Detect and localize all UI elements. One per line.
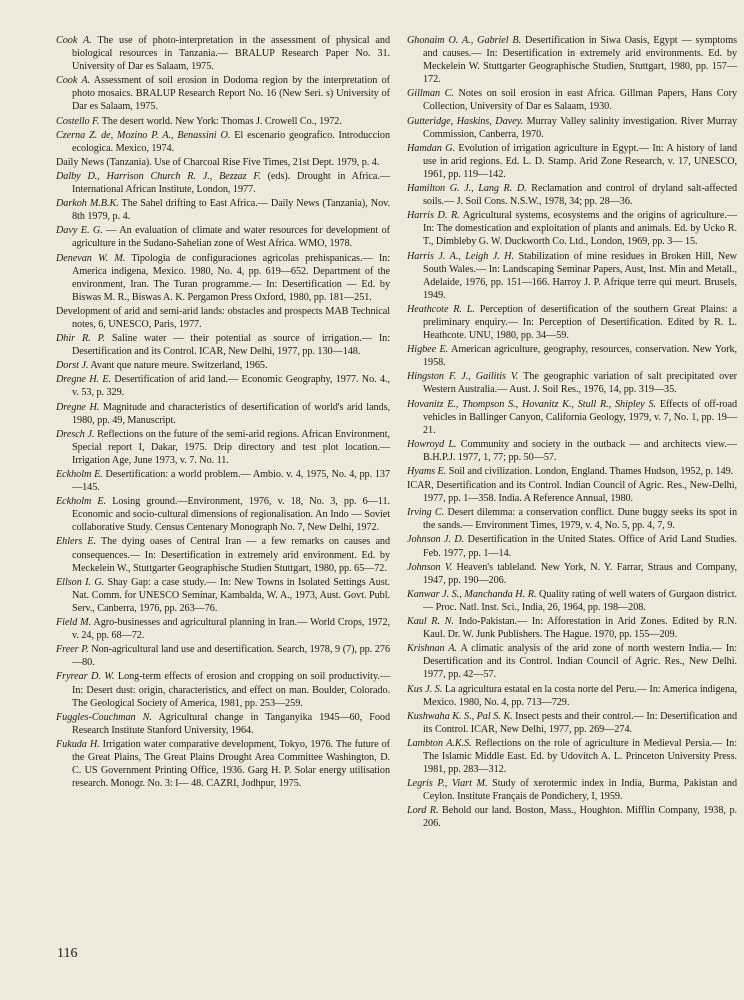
entry-author: Gillman C.	[407, 88, 454, 100]
bibliography-entry	[56, 495, 390, 534]
bibliography-entry	[407, 777, 737, 803]
bibliography-entry	[56, 252, 390, 304]
entry-author: Hyams E.	[407, 466, 447, 477]
entry-author: Hamilton G. J., Lang R. D.	[407, 183, 527, 195]
entry-text: Shay Gap: a case study.— In: New Towns in Isolated Settings Aust. Nat. Comm. for UNESCO Seminar, Kambalda, W. A., 1973, Aust. Govt. Publ. Serv., Canberra, 1976, pp. 263—76.	[72, 576, 390, 614]
entry-author: Cook A.	[56, 75, 91, 87]
bibliography-entry	[56, 115, 390, 128]
bibliography-entry	[56, 643, 390, 669]
entry-author: Kanwar J. S., Manchanda H. R.	[407, 588, 537, 600]
entry-text: Effects of off-road vehicles in Ballinger Canyon, California Geology, 1979, v. 7, No. 1, pp. 19— 21.	[423, 398, 737, 436]
bibliography-entry	[407, 398, 737, 437]
entry-author: Cook A.	[56, 35, 92, 46]
entry-author: Lambton A.K.S.	[407, 737, 472, 749]
bibliography-entry	[407, 465, 737, 478]
entry-author: Kaul R. N.	[407, 616, 454, 628]
entry-text: ICAR, Desertification and its Control. Indian Council of Agric. Res., New-Delhi, 1977, pp. 1—358. India. A Reference Annual, 1980.	[407, 480, 737, 505]
entry-text: Development of arid and semi-arid lands: obstacles and prospects MAB Technical notes, 6, UNESCO, Paris, 1977.	[56, 305, 390, 330]
bibliography-entry	[407, 533, 737, 559]
bibliography-entry	[407, 182, 737, 208]
bibliography-entry	[56, 738, 390, 790]
bibliography-entry	[56, 170, 390, 196]
entry-author: Howroyd L.	[407, 438, 457, 450]
entry-author: Hamdan G.	[407, 142, 455, 154]
bibliography-entry	[56, 401, 390, 427]
entry-text: Tipologia de configuraciones agricolas prehispanicas.— In: America indigena, Mexico. 1980, No. 4, pp. 619—652. Department of the environment, Iran. The Turan programme.— In: Desertification — Ed. by Biswas M. R., Biswas A. K. Pergamon Press Oxford, 1980, pp. 181—251.	[72, 252, 390, 303]
bibliography-entry	[407, 479, 737, 505]
entry-author: Freer P.	[56, 644, 89, 656]
entry-author: Harris J. A., Leigh J. H.	[407, 250, 514, 262]
entry-author: Ellson I. G.	[56, 576, 105, 588]
bibliography-entry	[407, 588, 737, 614]
entry-author: Heathcote R. L.	[407, 303, 475, 315]
entry-author: Harris D. R.	[407, 210, 460, 222]
entry-author: Higbee E.	[407, 344, 449, 356]
entry-text: Agro-businesses and agricultural planning in Iran.— World Crops, 1972, v. 24, pp. 68—72.	[72, 617, 390, 642]
bibliography-entry	[407, 615, 737, 641]
bibliography-entry	[407, 438, 737, 464]
bibliography-entry	[56, 224, 390, 250]
entry-text: Heaven's tableland. New York, N. Y. Farrar, Straus and Company, 1947, pp. 190—206.	[423, 561, 737, 586]
entry-text: Study of xerotermic index in India, Burma, Pakistan and Ceylon. Institute Français de Pondichery, I, 1959.	[423, 778, 737, 803]
entry-text: Daily News (Tanzania). Use of Charcoal Rise Five Times, 21st Dept. 1979, p. 4.	[56, 156, 380, 168]
entry-text: Evolution of irrigation agriculture in Egypt.— In: A history of land use in arid regions. Ed. L. D. Stamp. Arid Zone Research, v. 17, UNESCO, 1961, pp. 119—142.	[423, 142, 738, 180]
bibliography-entry	[407, 303, 737, 342]
entry-text: El escenario geografico. Introduccion ecologica. Mexico, 1974.	[72, 129, 390, 154]
entry-author: Ghonaim O. A., Gabriel B.	[407, 35, 522, 46]
bibliography-entry	[56, 74, 390, 113]
entry-text: Saline water — their potential as source of irrigation.— In: Desertification and its Control. ICAR, New Delhi, 1977, pp. 130—148.	[72, 333, 390, 358]
entry-text: Community and society in the outback — and architects view.— B.H.P.J. 1977, 1, 77; pp. 50—57.	[423, 438, 737, 463]
bibliography-entry	[56, 332, 390, 358]
bibliography-entry	[56, 34, 390, 73]
entry-author: Fuggles-Couchman N.	[56, 711, 152, 723]
entry-author: Darkoh M.B.K.	[56, 198, 119, 210]
entry-author: Eckholm E.	[56, 496, 107, 508]
entry-text: The use of photo-interpretation in the assessment of physical and biological resources in Tanzania.— BRALUP Research Paper No. 31. University of Dar es Salaam, 1975.	[72, 35, 390, 73]
entry-author: Gutteridge, Haskins, Davey.	[407, 115, 523, 127]
entry-author: Davy E. G.	[56, 225, 103, 237]
entry-text: The desert world. New York: Thomas J. Crowell Co., 1972.	[99, 115, 342, 127]
bibliography-entry	[56, 535, 390, 574]
entry-text: Irrigation water comparative development, Tokyo, 1976. The future of the Great Plains, The Great Plains Drought Area Committee Washington, D. C. US Government Printing Office, 1936. Garg H. P. Solar energy utilisation research. Monogr. No. 3: I— 48. CAZRI, Jodhpur, 1975.	[72, 738, 390, 790]
entry-text: Assessment of soil erosion in Dodoma region by the interpretation of photo mosaics. BRALUP Research Report No. 16 (New Seri. s) University of Dar es Salaam, 1975.	[72, 75, 390, 113]
entry-author: Irving C.	[407, 507, 445, 519]
bibliography-entry	[407, 343, 737, 369]
entry-text: Desertification in the United States. Office of Arid Land Studies. Feb. 1977, pp. 1—14.	[423, 534, 737, 559]
entry-text: American agriculture, geography, resources, conservation. New York, 1958.	[423, 344, 737, 369]
bibliography-entry	[56, 468, 390, 494]
bibliography-entry	[407, 710, 737, 736]
entry-author: Legris P., Viart M.	[407, 778, 488, 790]
entry-author: Krishnan A.	[407, 643, 458, 655]
entry-text: Reclamation and control of dryland salt-affected soils.— J. Soil Cons. N.S.W., 1978, 34; pp. 28—36.	[423, 183, 738, 208]
entry-text: Desertification of arid land.— Economic Geography, 1977. No. 4., v. 53, p. 329.	[72, 374, 390, 399]
bibliography-entry	[407, 87, 737, 113]
entry-author: Dorst J.	[56, 360, 89, 372]
entry-author: Lord R.	[407, 805, 439, 817]
entry-text: Murray Valley salinity investigation. River Murray Commission, Canberra, 1970.	[423, 115, 737, 140]
entry-text: Insect pests and their control.— In: Desertification and its Control. ICAR, New Delhi, 1977, pp. 269—274.	[423, 710, 737, 735]
entry-text: (eds). Drought in Africa.— International African Institute, London, 1977.	[72, 170, 390, 196]
entry-text: Desertification: a world problem.— Ambio. v. 4, 1975, No. 4, pp. 137—145.	[72, 469, 390, 494]
entry-text: Reflections on the role of agriculture in Medieval Persia.— In: The Islamic Middle East. Ed. by Udovitch A. L. Princeton University Press. 1981, pp. 283—312.	[423, 737, 737, 776]
entry-text: Long-term effects of erosion and cropping on soil productivity.— In: Desert dust: origin, characteristics, and effect on man. Boulder, Colorado. The Geological Society of America, 1981, pp. 253—259.	[72, 671, 390, 709]
entry-author: Dresch J.	[56, 428, 95, 440]
bibliography-entry	[407, 561, 737, 587]
bibliography-entry	[56, 428, 390, 467]
bibliography-entry	[407, 250, 737, 302]
entry-text: Magnitude and characteristics of desertification of world's arid lands, 1980, pp. 49, Manuscript.	[72, 401, 390, 426]
entry-author: Costello F.	[56, 115, 100, 127]
page-number: 116	[57, 946, 78, 961]
entry-author: Johnson J. D.	[407, 534, 465, 546]
entry-text: Indo-Pakistan.— In: Afforestation in Arid Zones. Edited by R.N. Kaul. Dr. W. Junk Publishers. The Hague. 1970, pp. 155—209.	[423, 616, 737, 641]
bibliography-entry	[56, 305, 390, 331]
bibliography-entry	[56, 197, 390, 223]
entry-text: Avant que nature meure. Switzerland, 1965.	[88, 360, 268, 372]
entry-author: Eckholm E.	[56, 469, 103, 480]
entry-author: Fukuda H.	[56, 738, 100, 750]
entry-text: Notes on soil erosion in east Africa. Gillman Papers, Hans Cory Collection, University of Dar es Salaam, 1930.	[423, 88, 737, 113]
entry-text: Agricultural systems, ecosystems and the origins of agriculture.— In: The domestication and exploitation of plants and animals. Ed. by Ucko R. T., Dimbleby G. W. Duckworth Co. Ltd., London, 1969, pp. 3— 15.	[423, 210, 738, 248]
entry-text: The geographic variation of salt precipitated over Western Australia.— Aust. J. Soil Res., 1976, 14, pp. 319—35.	[423, 371, 738, 396]
bibliography-entry	[407, 683, 737, 709]
entry-author: Dalby D., Harrison Church R. J., Bezzaz F.	[56, 170, 261, 182]
entry-author: Denevan W. M.	[56, 252, 126, 264]
entry-text: Agricultural change in Tanganyika 1945—60, Food Research Institute Stanford University, 1964.	[72, 711, 390, 736]
entry-text: Soil and civilization. London, England. Thames Hudson, 1952, p. 149.	[446, 466, 734, 477]
left-column	[56, 34, 390, 791]
entry-author: Kushwaha K. S., Pal S. K.	[407, 710, 513, 722]
bibliography-entry	[407, 506, 737, 532]
bibliography-entry	[56, 359, 390, 372]
bibliography-entry	[56, 670, 390, 709]
bibliography-entry	[56, 373, 390, 399]
entry-author: Fryrear D. W.	[56, 671, 115, 683]
bibliography-entry	[407, 737, 737, 776]
bibliography-entry	[407, 34, 737, 86]
bibliography-entry	[56, 576, 390, 615]
bibliography-entry	[407, 209, 737, 248]
right-column	[407, 34, 737, 832]
entry-text: Quality rating of well waters of Gurgaon district.— Proc. Natl. Inst. Sci., India, 26, 1964, pp. 198—208.	[423, 588, 737, 613]
entry-author: Dregne H. E.	[56, 374, 112, 386]
entry-text: The dying oases of Central Iran — a few remarks on causes and consequences.— In: Desertification in extremely arid environment. Ed. by Meckelein W., Stuttgarter Geographische Studien Stuttgart, 1980, pp. 65—72.	[72, 536, 390, 574]
entry-author: Hovanitz E., Thompson S., Hovanitz K., Stull R., Shipley S.	[407, 398, 657, 410]
entry-author: Dregne H.	[56, 401, 100, 413]
bibliography-entry	[56, 156, 390, 169]
entry-author: Czerna Z. de, Mozino P. A., Benassini O.	[56, 129, 231, 141]
bibliography-entry	[407, 115, 737, 141]
entry-text: Non-agricultural land use and desertification. Search, 1978, 9 (7), pp. 276—80.	[72, 644, 390, 669]
bibliography-entry	[407, 804, 737, 830]
entry-text: A climatic analysis of the arid zone of north western India.— In: Desertification and its Control. Indian Council of Agric. Res., New Delhi. 1977, pp. 42—57.	[423, 643, 737, 681]
entry-text: Stabilization of mine residues in Broken Hill, New South Wales.— In: Landscaping Seminar Papers, Aust, Inst. Min and Metall., Adelaide, 1976, pp. 151—166. Harroy J. P. Afrique terre qui meurt. Brusels, 1949.	[423, 250, 737, 301]
bibliography-entry	[407, 142, 737, 181]
entry-text: Losing ground.—Environment, 1976, v. 18, No. 3, pp. 6—11. Economic and socio-cultural dimensions of regionalisation. An Indo — Soviet collaborative Study. Census Centenary Monograph No. 7, New Delhi, 1972.	[72, 496, 390, 534]
entry-text: Reflections on the future of the semi-arid regions. African Environment, Special report I, Dakar, 1975. Drip directory and test plot location.— Irrigation Age, June 1973, v. 7. No. 11.	[72, 428, 390, 466]
entry-author: Kus J. S.	[407, 683, 443, 695]
entry-author: Johnson V.	[407, 561, 453, 573]
entry-text: Desert dilemma: a conservation conflict. Dune buggy seeks its spot in the sands.— Environment Times, 1979, v. 4, No. 5, pp. 4, 7, 9.	[423, 507, 738, 532]
entry-text: The Sahel drifting to East Africa.— Daily News (Tanzania), Nov. 8th 1979, p. 4.	[72, 198, 390, 223]
entry-text: Behold our land. Boston, Mass., Houghton. Mifflin Company, 1938, p. 206.	[423, 805, 737, 830]
entry-author: Field M.	[56, 617, 92, 629]
entry-author: Hingston F. J., Gailitis V.	[407, 371, 519, 383]
bibliography-entry	[56, 616, 390, 642]
entry-author: Dhir R. P.	[56, 333, 105, 345]
entry-text: La agricultura estatal en la costa norte del Peru.— In: America indigena, Mexico. 1980, No. 4, pp. 713—729.	[423, 683, 737, 708]
entry-text: Desertification in Siwa Oasis, Egypt — symptoms and causes.— In: Desertification in extremely arid environments. Ed. by Meckelein W. Stuttgarter Geographische Studien, Stuttgart, 1980, pp. 157—172.	[423, 35, 738, 86]
bibliography-entry	[56, 129, 390, 155]
bibliography-entry	[407, 642, 737, 681]
bibliography-entry	[56, 711, 390, 737]
entry-text: Perception of desertification of the southern Great Plains: a preliminary enquiry.— In: Perception of Desertification. Edited by R. L. Heathcote. UNU, 1980, pp. 34—59.	[423, 303, 737, 342]
entry-author: Ehlers E.	[56, 536, 97, 548]
bibliography-entry	[407, 370, 737, 396]
entry-text: — An evaluation of climate and water resources for development of agriculture in the Sudano-Sahelian zone of West Africa. WMO, 1978.	[72, 225, 390, 250]
